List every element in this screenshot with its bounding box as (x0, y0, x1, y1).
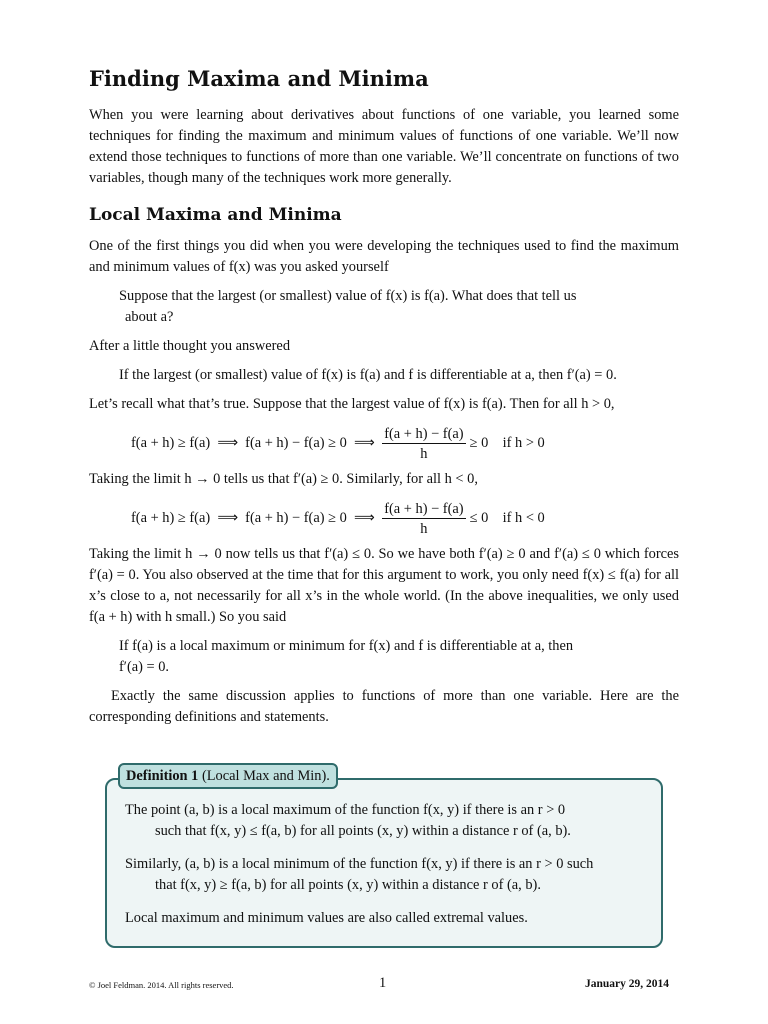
quote-1-line-1: Suppose that the largest (or smallest) value of f(x) is f(a). What does that tell us (119, 287, 577, 304)
definition-name: (Local Max and Min). (201, 768, 330, 784)
definition-label: Definition 1 (126, 768, 199, 784)
definition-p1-line-2: such that f(x, y) ≤ f(a, b) for all points (x, y) within a distance r of (a, b). (155, 823, 571, 839)
page-title: Finding Maxima and Minima (89, 66, 429, 91)
definition-p1-line-1: The point (a, b) is a local maximum of the function f(x, y) if there is an r > 0 (125, 802, 566, 818)
definition-paragraph-1 (125, 800, 663, 842)
paragraph-4: Taking the limit h → 0 tells us that f′(a) ≥ 0. Similarly, for all h < 0, (89, 470, 478, 487)
equation-1-right: ≥ 0 if h > 0 (469, 435, 545, 452)
equation-2-denominator: h (420, 520, 428, 537)
paragraph-2: After a little thought you answered (89, 337, 291, 354)
intro-paragraph: When you were learning about derivatives about functions of one variable, you learned some techniques for finding the maximum and minimum values of functions of one variable. We’ll now extend those techniques to functions of more than one variable. We’ll concentrate on functions of two variables, though many of the techniques work more generally. (89, 107, 679, 187)
equation-1-fraction (382, 425, 465, 463)
quote-3-line-2: f′(a) = 0. (119, 658, 170, 675)
definition-p2-line-2: that f(x, y) ≥ f(a, b) for all points (x, y) within a distance r of (a, b). (155, 877, 541, 893)
document-page (89, 66, 679, 736)
equation-2-numerator: f(a + h) − f(a) (384, 500, 464, 517)
paragraph-5: Taking the limit h → 0 now tells us that f′(a) ≤ 0. So we have both f′(a) ≥ 0 and f′(a) ≤ 0 which forces f′(a) = 0. You also observed at the time that for this argument to work, you only need f(x) ≤ f(a) for all x’s close to a, not necessarily for all x’s in the whole world. (In the above inequalities, we only used f(a + h) with h small.) So you said (89, 545, 679, 625)
equation-2-left: f(a + h) ≥ f(a) ⟹ f(a + h) − f(a) ≥ 0 ⟹ (131, 510, 379, 527)
quote-3 (119, 636, 679, 678)
quote-2: If the largest (or smallest) value of f(x) is f(a) and f is differentiable at a, then f′(a) = 0. (119, 366, 617, 383)
quote-1 (119, 286, 679, 328)
definition-tag (118, 763, 338, 789)
equation-2-fraction (382, 500, 465, 538)
section-heading: Local Maxima and Minima (89, 205, 342, 226)
equation-1-denominator: h (420, 445, 428, 462)
definition-p2-line-1: Similarly, (a, b) is a local minimum of the function f(x, y) if there is an r > 0 such (125, 856, 594, 872)
equation-1 (131, 423, 679, 465)
equation-2-right: ≤ 0 if h < 0 (469, 510, 545, 527)
equation-2 (131, 498, 679, 540)
paragraph-1: One of the first things you did when you were developing the techniques used to find the maximum and minimum values of f(x) was you asked yourself (89, 237, 679, 275)
definition-paragraph-3: Local maximum and minimum values are also called extremal values. (125, 910, 528, 926)
definition-paragraph-2 (125, 854, 663, 896)
quote-1-line-2: about a? (125, 308, 174, 325)
footer-date: January 29, 2014 (585, 978, 670, 990)
paragraph-6: Exactly the same discussion applies to functions of more than one variable. Here are the corresponding definitions and statements. (89, 687, 679, 725)
definition-body (125, 800, 663, 941)
equation-1-numerator: f(a + h) − f(a) (384, 425, 464, 442)
footer-page-number: 1 (379, 975, 387, 991)
footer-copyright: © Joel Feldman. 2014. All rights reserved. (89, 980, 234, 990)
quote-3-line-1: If f(a) is a local maximum or minimum for f(x) and f is differentiable at a, then (119, 637, 574, 654)
paragraph-3: Let’s recall what that’s true. Suppose that the largest value of f(x) is f(a). Then for all h > 0, (89, 395, 615, 412)
equation-1-left: f(a + h) ≥ f(a) ⟹ f(a + h) − f(a) ≥ 0 ⟹ (131, 435, 379, 452)
